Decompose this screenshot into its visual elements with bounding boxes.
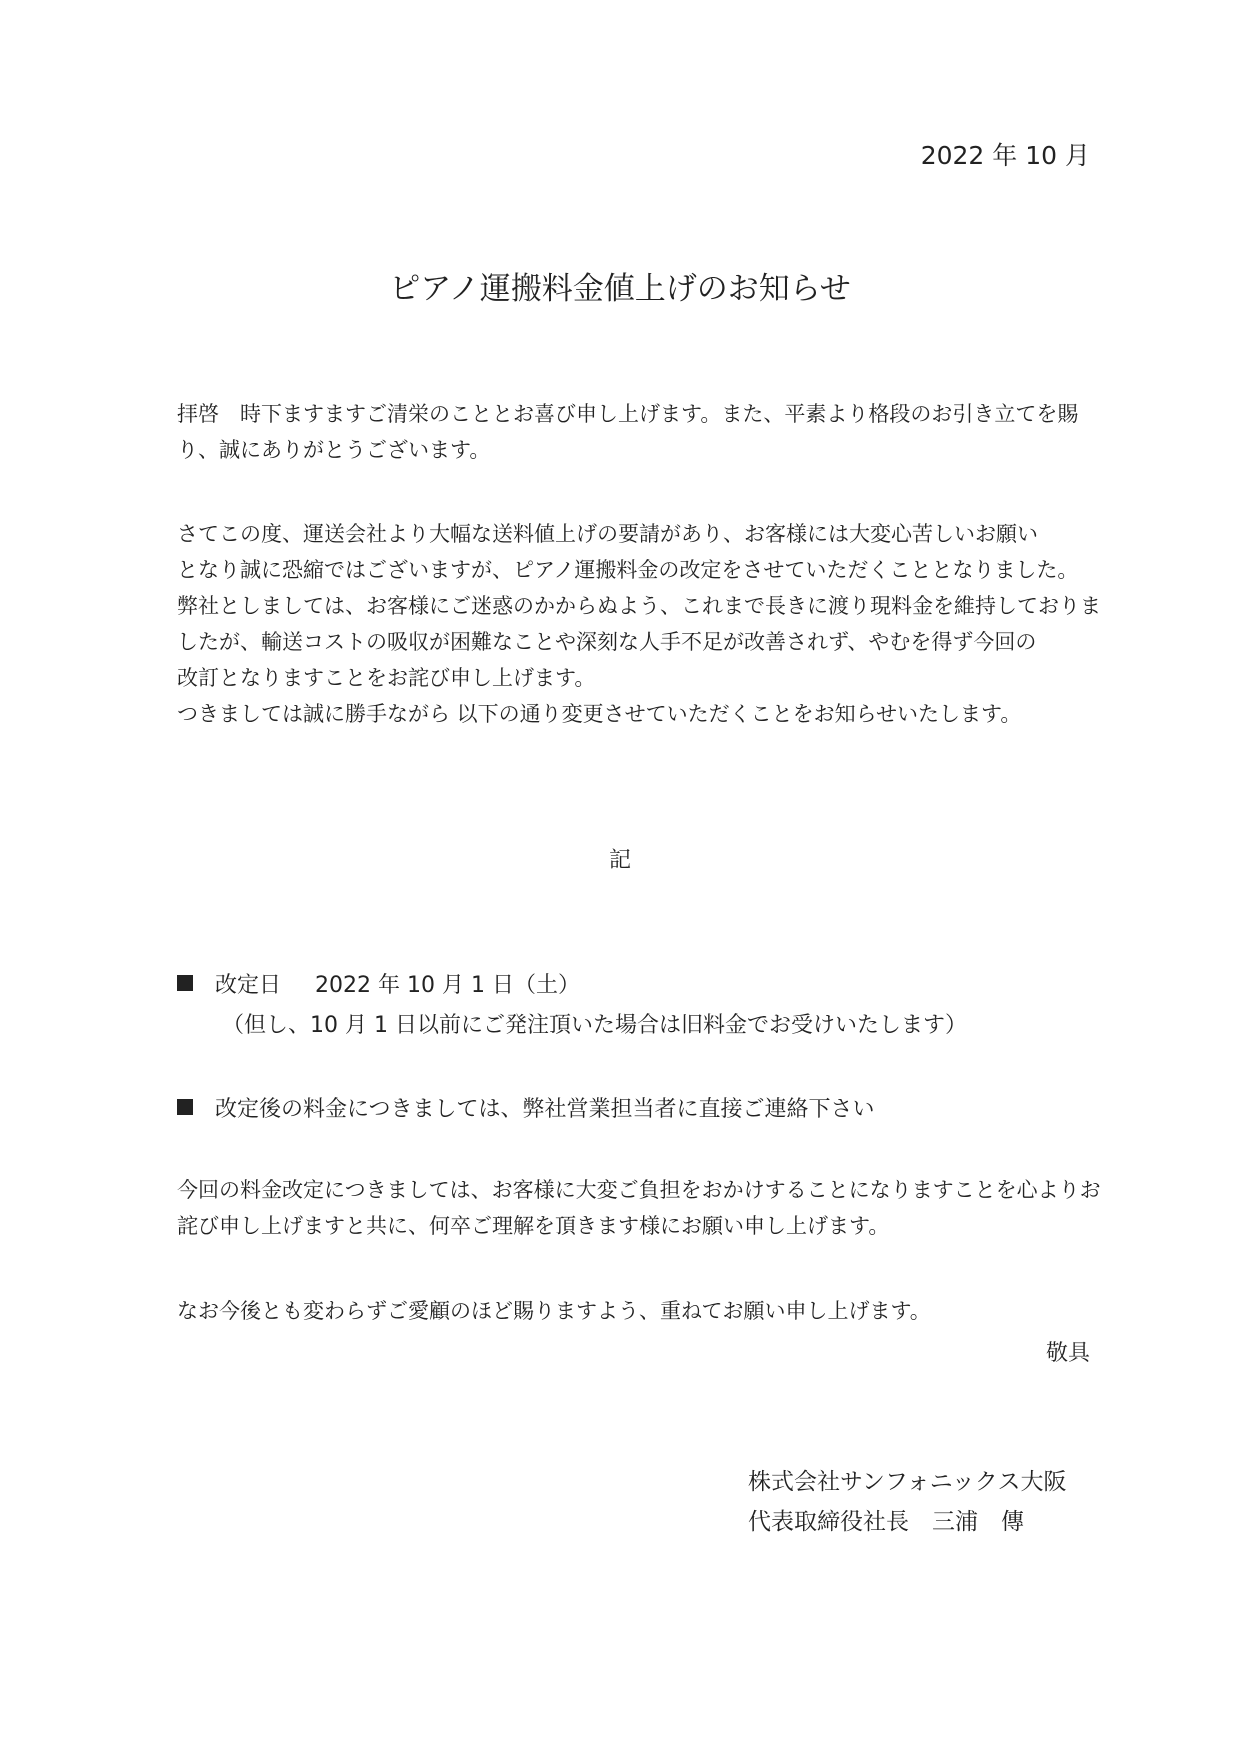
body-line: 弊社としましては、お客様にご迷惑のかからぬよう、これまで長きに渡り現料金を維持しておりま xyxy=(177,594,1101,618)
signature-company: 株式会社サンフォニックス大阪 xyxy=(748,1469,1067,1495)
body-paragraph xyxy=(177,516,1101,732)
greeting-line: り、誠にありがとうございます。 xyxy=(177,438,491,462)
revision-label: 改定日 xyxy=(215,973,282,998)
revision-date: 2022 年 10 月 1 日（土） xyxy=(315,973,580,998)
apology-line: 詫び申し上げますと共に、何卒ご理解を頂きます様にお願い申し上げます。 xyxy=(177,1214,890,1238)
body-line: となり誠に恐縮ではございますが、ピアノ運搬料金の改定をさせていただくこととなりました。 xyxy=(177,558,1079,582)
signature-representative: 代表取締役社長 三浦 傳 xyxy=(748,1509,1024,1535)
apology-paragraph xyxy=(177,1172,1101,1244)
greeting-paragraph xyxy=(177,396,1087,468)
body-line: したが、輸送コストの吸収が困難なことや深刻な人手不足が改善されず、やむを得ず今回の xyxy=(177,630,1037,654)
ki-heading: 記 xyxy=(608,848,631,873)
square-bullet-icon xyxy=(177,975,193,991)
greeting-line: 拝啓 時下ますますご清栄のこととお喜び申し上げます。また、平素より格段のお引き立てを賜 xyxy=(177,402,1079,426)
square-bullet-icon xyxy=(177,1099,193,1115)
date-line: 2022 年 10 月 xyxy=(920,141,1090,170)
final-request xyxy=(177,1293,1087,1329)
body-line: さてこの度、運送会社より大幅な送料値上げの要請があり、お客様には大変心苦しいお願い xyxy=(177,522,1038,546)
body-line: つきましては誠に勝手ながら 以下の通り変更させていただくことをお知らせいたします。 xyxy=(177,702,1022,726)
revision-note: （但し、10 月 1 日以前にご発注頂いた場合は旧料金でお受けいたします） xyxy=(222,1013,967,1038)
apology-line: 今回の料金改定につきましては、お客様に大変ご負担をおかけすることになりますことを心よりお xyxy=(177,1178,1101,1202)
body-line: 改訂となりますことをお詫び申し上げます。 xyxy=(177,666,596,690)
final-request-line: なお今後とも変わらずご愛顧のほど賜りますよう、重ねてお願い申し上げます。 xyxy=(177,1299,931,1323)
fee-note: 改定後の料金につきましては、弊社営業担当者に直接ご連絡下さい xyxy=(215,1097,875,1122)
closing-word: 敬具 xyxy=(1045,1341,1090,1366)
revision-date-item xyxy=(177,968,580,1004)
fee-item xyxy=(177,1092,875,1128)
page-title: ピアノ運搬料金値上げのお知らせ xyxy=(389,271,851,307)
